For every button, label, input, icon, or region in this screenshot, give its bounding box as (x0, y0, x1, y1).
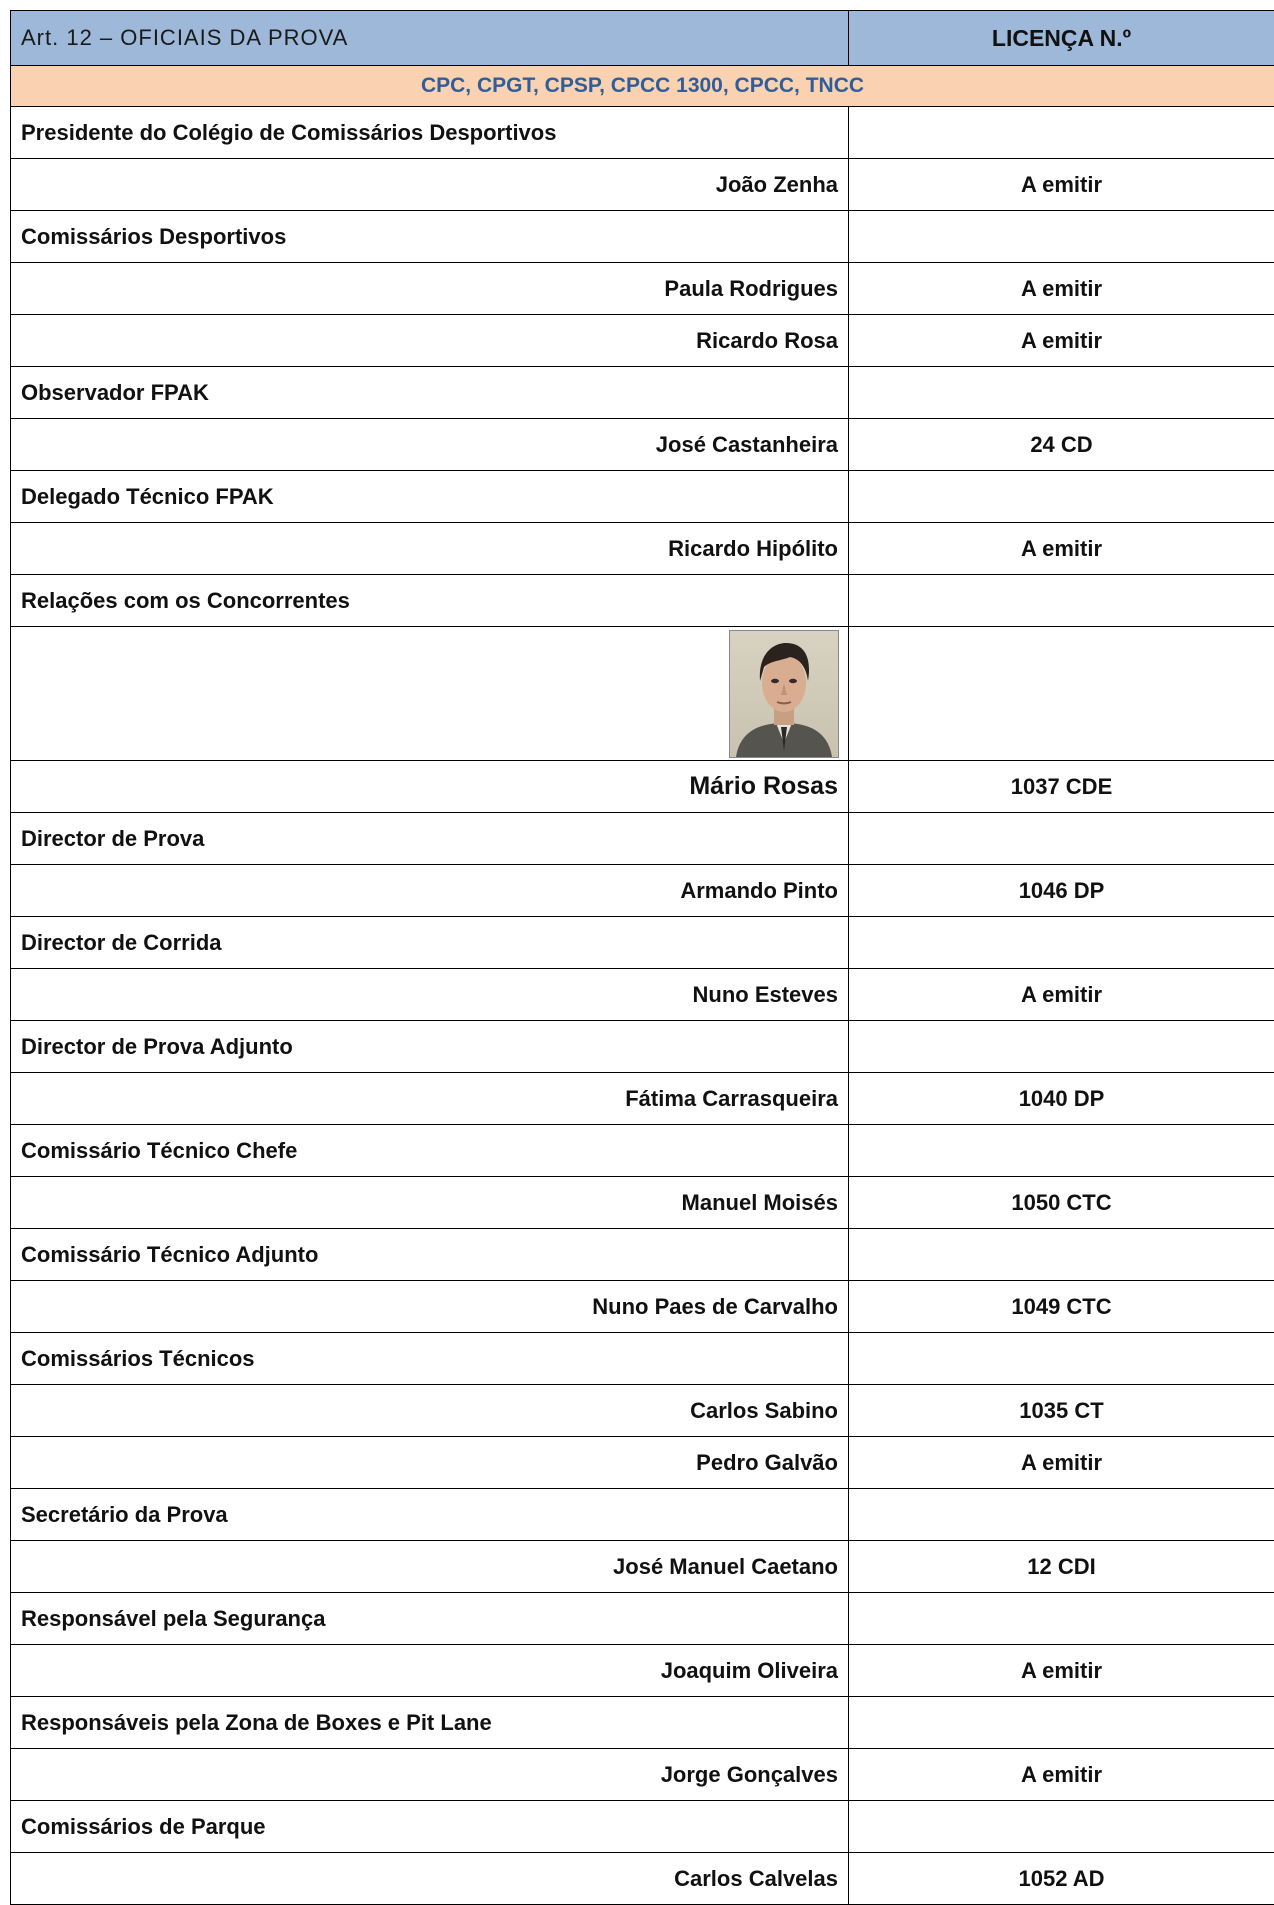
license-number: A emitir (849, 159, 1274, 211)
championships-row (11, 66, 1274, 107)
role-row (11, 1229, 1274, 1281)
empty-license-cell (849, 1125, 1274, 1177)
role-row (11, 1489, 1274, 1541)
person-row (11, 1177, 1274, 1229)
person-name: Paula Rodrigues (11, 263, 849, 315)
person-name: Ricardo Rosa (11, 315, 849, 367)
role-label: Delegado Técnico FPAK (11, 471, 849, 523)
role-row (11, 1593, 1274, 1645)
person-row (11, 1645, 1274, 1697)
license-number: 1046 DP (849, 865, 1274, 917)
role-label: Responsável pela Segurança (11, 1593, 849, 1645)
person-row (11, 263, 1274, 315)
role-row (11, 1125, 1274, 1177)
person-row (11, 1853, 1274, 1905)
person-row (11, 865, 1274, 917)
license-number: 12 CDI (849, 1541, 1274, 1593)
role-row (11, 917, 1274, 969)
role-row (11, 211, 1274, 263)
officials-table-body (11, 11, 1274, 1905)
empty-license-cell (849, 471, 1274, 523)
person-row (11, 159, 1274, 211)
person-row (11, 1437, 1274, 1489)
role-label: Responsáveis pela Zona de Boxes e Pit Lane (11, 1697, 849, 1749)
role-row (11, 471, 1274, 523)
role-row (11, 1021, 1274, 1073)
license-number: 1052 AD (849, 1853, 1274, 1905)
person-name: Carlos Calvelas (11, 1853, 849, 1905)
role-label: Comissários Desportivos (11, 211, 849, 263)
role-label: Director de Prova (11, 813, 849, 865)
license-number: A emitir (849, 523, 1274, 575)
person-name: João Zenha (11, 159, 849, 211)
license-number: A emitir (849, 1645, 1274, 1697)
empty-license-cell (849, 1593, 1274, 1645)
license-number: A emitir (849, 263, 1274, 315)
license-number: A emitir (849, 1437, 1274, 1489)
role-label: Director de Corrida (11, 917, 849, 969)
person-row (11, 969, 1274, 1021)
championships-list: CPC, CPGT, CPSP, CPCC 1300, CPCC, TNCC (11, 66, 1274, 107)
person-row (11, 1073, 1274, 1125)
empty-license-cell (849, 917, 1274, 969)
person-name: Nuno Esteves (11, 969, 849, 1021)
role-row (11, 1333, 1274, 1385)
license-number: 1040 DP (849, 1073, 1274, 1125)
role-label: Presidente do Colégio de Comissários Desportivos (11, 107, 849, 159)
person-row (11, 1385, 1274, 1437)
role-row (11, 107, 1274, 159)
license-number: 24 CD (849, 419, 1274, 471)
license-number: 1035 CT (849, 1385, 1274, 1437)
person-row (11, 315, 1274, 367)
role-label: Comissário Técnico Adjunto (11, 1229, 849, 1281)
person-name: José Castanheira (11, 419, 849, 471)
license-number: 1049 CTC (849, 1281, 1274, 1333)
role-row (11, 575, 1274, 627)
person-name: Jorge Gonçalves (11, 1749, 849, 1801)
article-title: Art. 12 – OFICIAIS DA PROVA (11, 11, 849, 66)
role-row (11, 1801, 1274, 1853)
officials-table (10, 10, 1274, 1905)
person-name: Carlos Sabino (11, 1385, 849, 1437)
role-label: Secretário da Prova (11, 1489, 849, 1541)
empty-license-cell (849, 1801, 1274, 1853)
person-name: Ricardo Hipólito (11, 523, 849, 575)
person-row (11, 761, 1274, 813)
person-name: Nuno Paes de Carvalho (11, 1281, 849, 1333)
empty-license-cell (849, 813, 1274, 865)
person-name: Joaquim Oliveira (11, 1645, 849, 1697)
role-row (11, 367, 1274, 419)
license-number: A emitir (849, 315, 1274, 367)
person-name: José Manuel Caetano (11, 1541, 849, 1593)
empty-license-cell (849, 107, 1274, 159)
role-row (11, 813, 1274, 865)
role-label: Relações com os Concorrentes (11, 575, 849, 627)
empty-license-cell (849, 575, 1274, 627)
person-name: Armando Pinto (11, 865, 849, 917)
photo-row (11, 627, 1274, 761)
empty-license-cell (849, 1489, 1274, 1541)
license-number: A emitir (849, 969, 1274, 1021)
license-number: 1037 CDE (849, 761, 1274, 813)
license-number: A emitir (849, 1749, 1274, 1801)
person-row (11, 523, 1274, 575)
header-row (11, 11, 1274, 66)
person-row (11, 1281, 1274, 1333)
role-label: Observador FPAK (11, 367, 849, 419)
portrait-photo-icon (729, 630, 839, 758)
person-row (11, 1749, 1274, 1801)
role-label: Director de Prova Adjunto (11, 1021, 849, 1073)
person-name: Fátima Carrasqueira (11, 1073, 849, 1125)
empty-license-cell (849, 1021, 1274, 1073)
person-row (11, 419, 1274, 471)
role-row (11, 1697, 1274, 1749)
empty-license-cell (849, 1333, 1274, 1385)
person-row (11, 1541, 1274, 1593)
empty-license-cell (849, 1229, 1274, 1281)
empty-license-cell (849, 211, 1274, 263)
license-column-header: LICENÇA N.º (849, 11, 1274, 66)
role-label: Comissários de Parque (11, 1801, 849, 1853)
license-number: 1050 CTC (849, 1177, 1274, 1229)
empty-license-cell (849, 367, 1274, 419)
role-label: Comissário Técnico Chefe (11, 1125, 849, 1177)
person-name: Pedro Galvão (11, 1437, 849, 1489)
role-label: Comissários Técnicos (11, 1333, 849, 1385)
empty-license-cell (849, 627, 1274, 761)
photo-cell (11, 627, 849, 761)
person-name: Mário Rosas (11, 761, 849, 813)
empty-license-cell (849, 1697, 1274, 1749)
person-name: Manuel Moisés (11, 1177, 849, 1229)
